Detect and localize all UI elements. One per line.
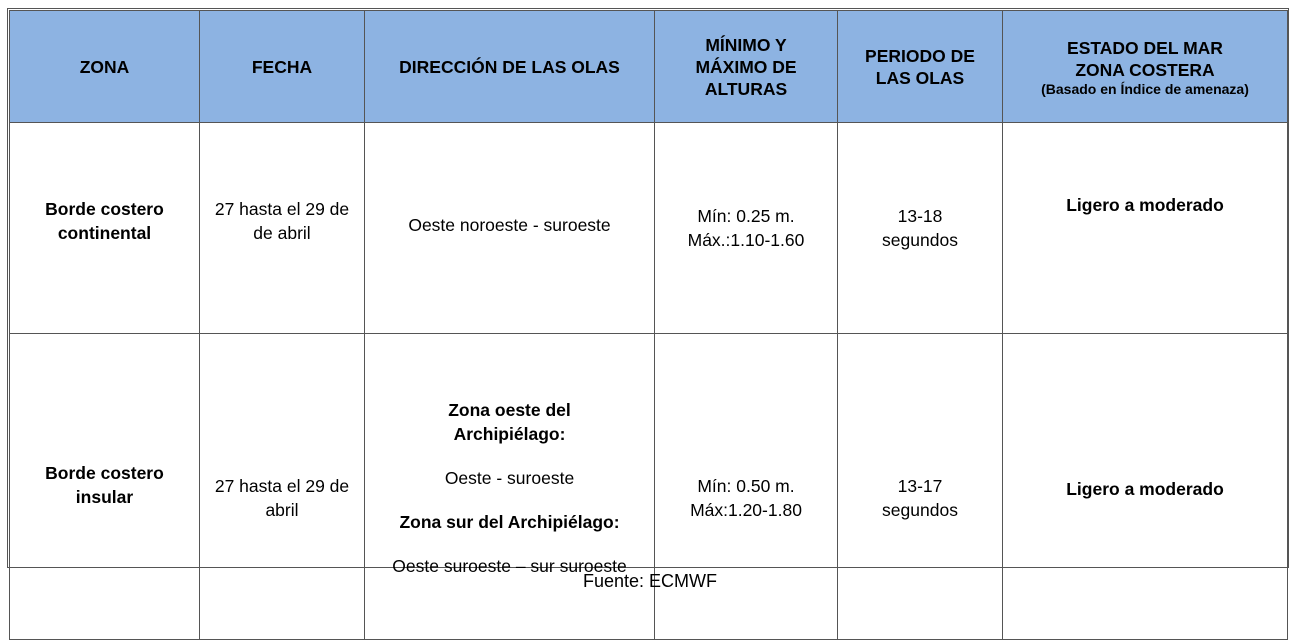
cell-estado (1003, 123, 1288, 334)
alturas-max: Máx:1.20-1.80 (690, 499, 802, 520)
estado-value: Ligero a moderado (1066, 195, 1224, 215)
forecast-table-frame (7, 8, 1289, 576)
zona-line2: continental (57, 223, 152, 243)
alturas-min: Mín: 0.25 m. (697, 206, 795, 226)
cell-alturas (655, 123, 838, 334)
wave-forecast-table (9, 10, 1288, 640)
cell-periodo (838, 123, 1003, 334)
header-alturas (655, 11, 838, 123)
zona-line2: insular (75, 486, 134, 507)
cell-alturas (655, 334, 838, 640)
header-estado-subtitle: (Basado en Índice de amenaza) (1041, 81, 1249, 97)
fecha-line1: 27 hasta el 29 de (214, 475, 350, 496)
header-direccion: DIRECCIÓN DE LAS OLAS (365, 11, 655, 123)
alturas-min: Mín: 0.50 m. (697, 475, 795, 496)
source-caption: Fuente: ECMWF (582, 571, 718, 591)
periodo-unit: segundos (882, 499, 958, 520)
header-fecha: FECHA (200, 11, 365, 123)
direccion-oeste-title-line1: Zona oeste del (448, 399, 571, 420)
header-alturas-line2: MÁXIMO DE (695, 56, 797, 77)
table-row (10, 123, 1288, 334)
cell-zona (10, 123, 200, 334)
direccion-value: Oeste noroeste - suroeste (408, 215, 611, 235)
header-periodo (838, 11, 1003, 123)
header-alturas-line1: MÍNIMO Y (705, 34, 787, 55)
fecha-line2: de abril (253, 223, 311, 243)
header-periodo-line1: PERIODO DE (865, 45, 975, 66)
estado-value: Ligero a moderado (1066, 478, 1224, 499)
header-periodo-line2: LAS OLAS (875, 67, 965, 88)
header-alturas-line3: ALTURAS (704, 78, 788, 99)
cell-fecha (200, 123, 365, 334)
periodo-unit: segundos (882, 230, 958, 250)
header-zona: ZONA (10, 11, 200, 123)
direccion-sur-title: Zona sur del Archipiélago: (399, 511, 620, 532)
table-header-row (10, 11, 1288, 123)
cell-zona (10, 334, 200, 640)
periodo-range: 13-17 (897, 475, 943, 496)
cell-direccion (365, 123, 655, 334)
cell-direccion (365, 334, 655, 640)
header-estado (1003, 11, 1288, 123)
direccion-oeste-title-line2: Archipiélago: (453, 423, 566, 444)
alturas-max: Máx.:1.10-1.60 (687, 230, 805, 250)
cell-periodo (838, 334, 1003, 640)
direccion-oeste-value: Oeste - suroeste (444, 467, 575, 488)
zona-line1: Borde costero (45, 199, 164, 219)
direccion-sur-value: Oeste suroeste – sur suroeste (392, 555, 627, 576)
header-estado-line2: ZONA COSTERA (1075, 60, 1215, 80)
cell-fecha (200, 334, 365, 640)
periodo-range: 13-18 (897, 206, 943, 226)
fecha-line2: abril (265, 499, 299, 520)
table-row (10, 334, 1288, 640)
cell-estado (1003, 334, 1288, 640)
fecha-line1: 27 hasta el 29 de (214, 199, 350, 219)
zona-line1: Borde costero (45, 462, 164, 483)
header-estado-line1: ESTADO DEL MAR (1067, 38, 1223, 58)
